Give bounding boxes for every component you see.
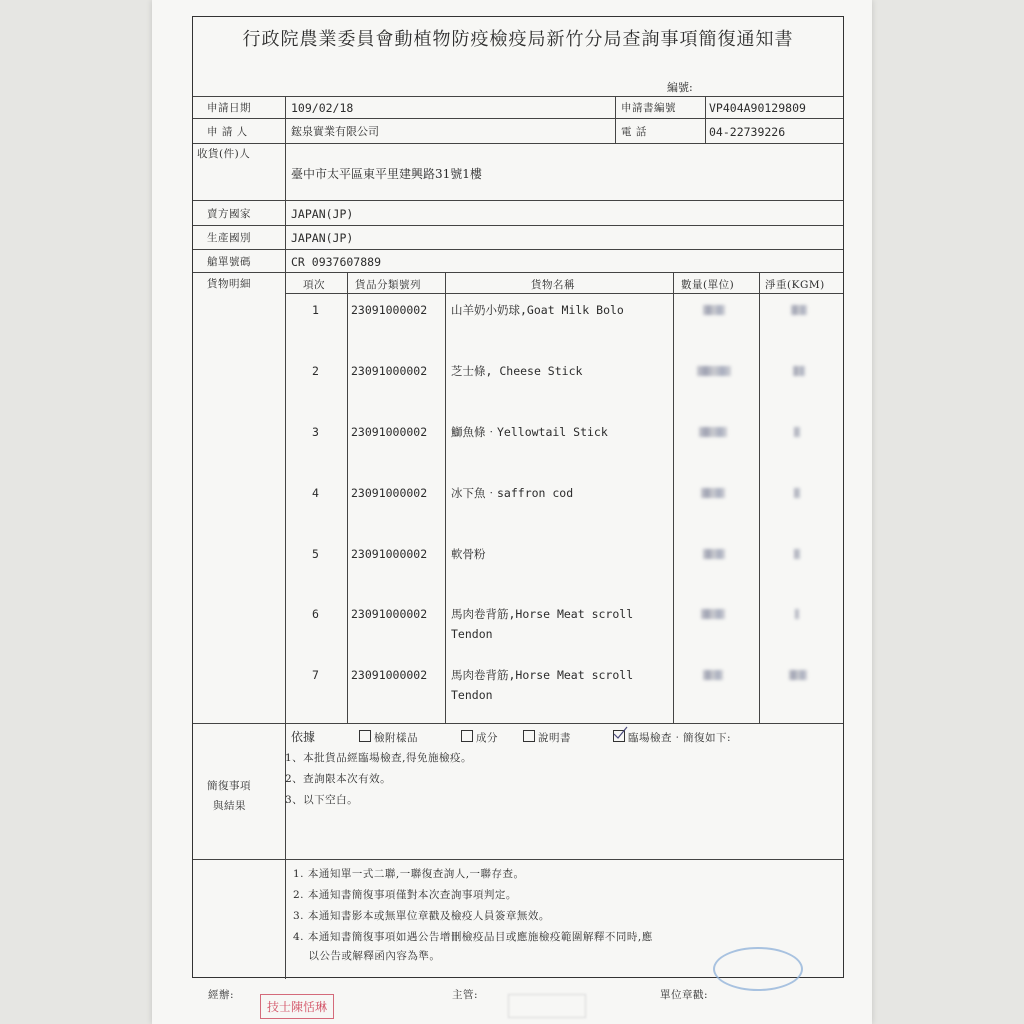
row-code: 23091000002 xyxy=(351,303,428,317)
row-item-no: 3 xyxy=(312,425,319,439)
phone-number: 04-22739226 xyxy=(709,125,786,139)
note-line: 2. 本通知書簡復事項僅對本次查詢事項判定。 xyxy=(293,889,517,901)
row-code: 23091000002 xyxy=(351,364,428,378)
rule xyxy=(285,96,286,979)
redacted-quantity xyxy=(703,305,725,315)
column-header-net-weight: 淨重(KGM) xyxy=(765,279,825,291)
redacted-weight xyxy=(791,305,807,315)
column-header-quantity: 數量(單位) xyxy=(681,279,735,291)
rule xyxy=(759,272,760,723)
redacted-weight xyxy=(794,488,800,498)
note-line: 3. 本通知書影本或無單位章戳及檢疫人員簽章無效。 xyxy=(293,910,550,922)
rule xyxy=(193,96,843,97)
document-title: 行政院農業委員會動植物防疫檢疫局新竹分局查詢事項簡復通知書 xyxy=(242,29,794,50)
redacted-weight xyxy=(789,670,807,680)
rule xyxy=(193,272,843,273)
result-line: 1、本批貨品經臨場檢查,得免施檢疫。 xyxy=(285,752,473,764)
rule xyxy=(193,143,843,144)
row-code: 23091000002 xyxy=(351,486,428,500)
option-manual: 說明書 xyxy=(523,730,571,745)
row-code: 23091000002 xyxy=(351,668,428,682)
rule xyxy=(705,96,706,143)
row-goods-name-continued: Tendon xyxy=(451,627,493,641)
handler-stamp: 技士陳恬琳 xyxy=(260,994,334,1019)
redacted-weight xyxy=(794,427,800,437)
option-samples: 檢附樣品 xyxy=(359,730,418,745)
result-line: 2、查詢限本次有效。 xyxy=(285,773,392,785)
basis-label: 依據 xyxy=(291,730,316,744)
applicant-no-label: 申請書編號 xyxy=(621,102,676,114)
handler-label: 經辦: xyxy=(208,989,235,1001)
row-item-no: 2 xyxy=(312,364,319,378)
checkmark-icon xyxy=(612,726,628,740)
supervisor-label: 主管: xyxy=(452,989,479,1001)
inquiry-reply-form xyxy=(192,16,844,978)
rule xyxy=(615,96,616,143)
redacted-quantity xyxy=(703,549,725,559)
redacted-quantity xyxy=(697,366,731,376)
option-ingredients: 成分 xyxy=(461,730,498,745)
row-item-no: 4 xyxy=(312,486,319,500)
row-code: 23091000002 xyxy=(351,607,428,621)
consignee-address: 臺中市太平區東平里建興路31號1樓 xyxy=(291,167,482,181)
note-line: 4. 本通知書簡復事項如遇公告增刪檢疫品目或應施檢疫範圍解釋不同時,應 xyxy=(293,931,653,943)
seller-country: JAPAN(JP) xyxy=(291,207,354,221)
document-page xyxy=(152,0,872,1024)
application-date-label: 申請日期 xyxy=(207,102,251,114)
redacted-quantity xyxy=(701,488,725,498)
row-item-no: 1 xyxy=(312,303,319,317)
row-goods-name-continued: Tendon xyxy=(451,688,493,702)
rule xyxy=(193,723,843,724)
rule xyxy=(445,272,446,723)
phone-label: 電 話 xyxy=(621,126,647,138)
redacted-weight xyxy=(793,366,805,376)
checkbox-manual xyxy=(523,730,535,742)
result-section-label-line2: 與結果 xyxy=(213,800,246,812)
column-header-code: 貨品分類號列 xyxy=(355,279,421,291)
supervisor-stamp-blurred xyxy=(508,994,586,1018)
serial-number-label: 編號: xyxy=(667,81,693,94)
checkbox-onsite-inspection-checked xyxy=(613,730,625,742)
rule xyxy=(193,118,843,119)
rule xyxy=(193,249,843,250)
rule xyxy=(193,200,843,201)
checkbox-ingredients xyxy=(461,730,473,742)
redacted-quantity xyxy=(701,609,725,619)
official-seal xyxy=(713,947,803,991)
checkbox-samples xyxy=(359,730,371,742)
manifest-label: 艙單號碼 xyxy=(207,256,251,268)
redacted-weight xyxy=(794,549,800,559)
row-goods-name: 冰下魚‧saffron cod xyxy=(451,486,574,500)
row-goods-name: 鰤魚條‧Yellowtail Stick xyxy=(451,425,608,439)
row-code: 23091000002 xyxy=(351,547,428,561)
applicant-name: 鋐泉實業有限公司 xyxy=(291,125,379,138)
applicant-no: VP404A90129809 xyxy=(709,101,806,115)
result-line: 3、以下空白。 xyxy=(285,794,359,806)
column-header-name: 貨物名稱 xyxy=(531,279,575,291)
row-item-no: 6 xyxy=(312,607,319,621)
result-section-label: 簡復事項 xyxy=(207,780,251,792)
goods-detail-label: 貨物明細 xyxy=(207,278,251,290)
rule xyxy=(193,859,843,860)
rule xyxy=(673,272,674,723)
column-header-item: 項次 xyxy=(303,279,325,291)
applicant-label: 申 請 人 xyxy=(207,126,248,138)
row-item-no: 7 xyxy=(312,668,319,682)
row-goods-name: 芝士條, Cheese Stick xyxy=(451,364,583,378)
redacted-quantity xyxy=(703,670,723,680)
rule xyxy=(347,272,348,723)
redacted-weight xyxy=(795,609,799,619)
row-item-no: 5 xyxy=(312,547,319,561)
row-goods-name: 馬肉卷背筋,Horse Meat scroll xyxy=(451,607,634,621)
note-line: 1. 本通知單一式二聯,一聯復查詢人,一聯存查。 xyxy=(293,868,525,880)
unit-stamp-label: 單位章戳: xyxy=(660,989,709,1001)
note-line: 以公告或解釋函內容為準。 xyxy=(293,950,441,962)
row-goods-name: 軟骨粉 xyxy=(451,547,486,561)
application-date: 109/02/18 xyxy=(291,101,354,115)
rule xyxy=(193,225,843,226)
row-code: 23091000002 xyxy=(351,425,428,439)
origin-country-label: 生產國別 xyxy=(207,232,251,244)
manifest-number: CR 0937607889 xyxy=(291,255,382,269)
redacted-quantity xyxy=(699,427,727,437)
consignee-label: 收貨(件)人 xyxy=(197,148,251,160)
row-goods-name: 山羊奶小奶球,Goat Milk Bolo xyxy=(451,303,624,317)
row-goods-name: 馬肉卷背筋,Horse Meat scroll xyxy=(451,668,634,682)
seller-country-label: 賣方國家 xyxy=(207,208,251,220)
origin-country: JAPAN(JP) xyxy=(291,231,354,245)
option-onsite-inspection: 臨場檢查‧簡復如下: xyxy=(613,730,731,745)
